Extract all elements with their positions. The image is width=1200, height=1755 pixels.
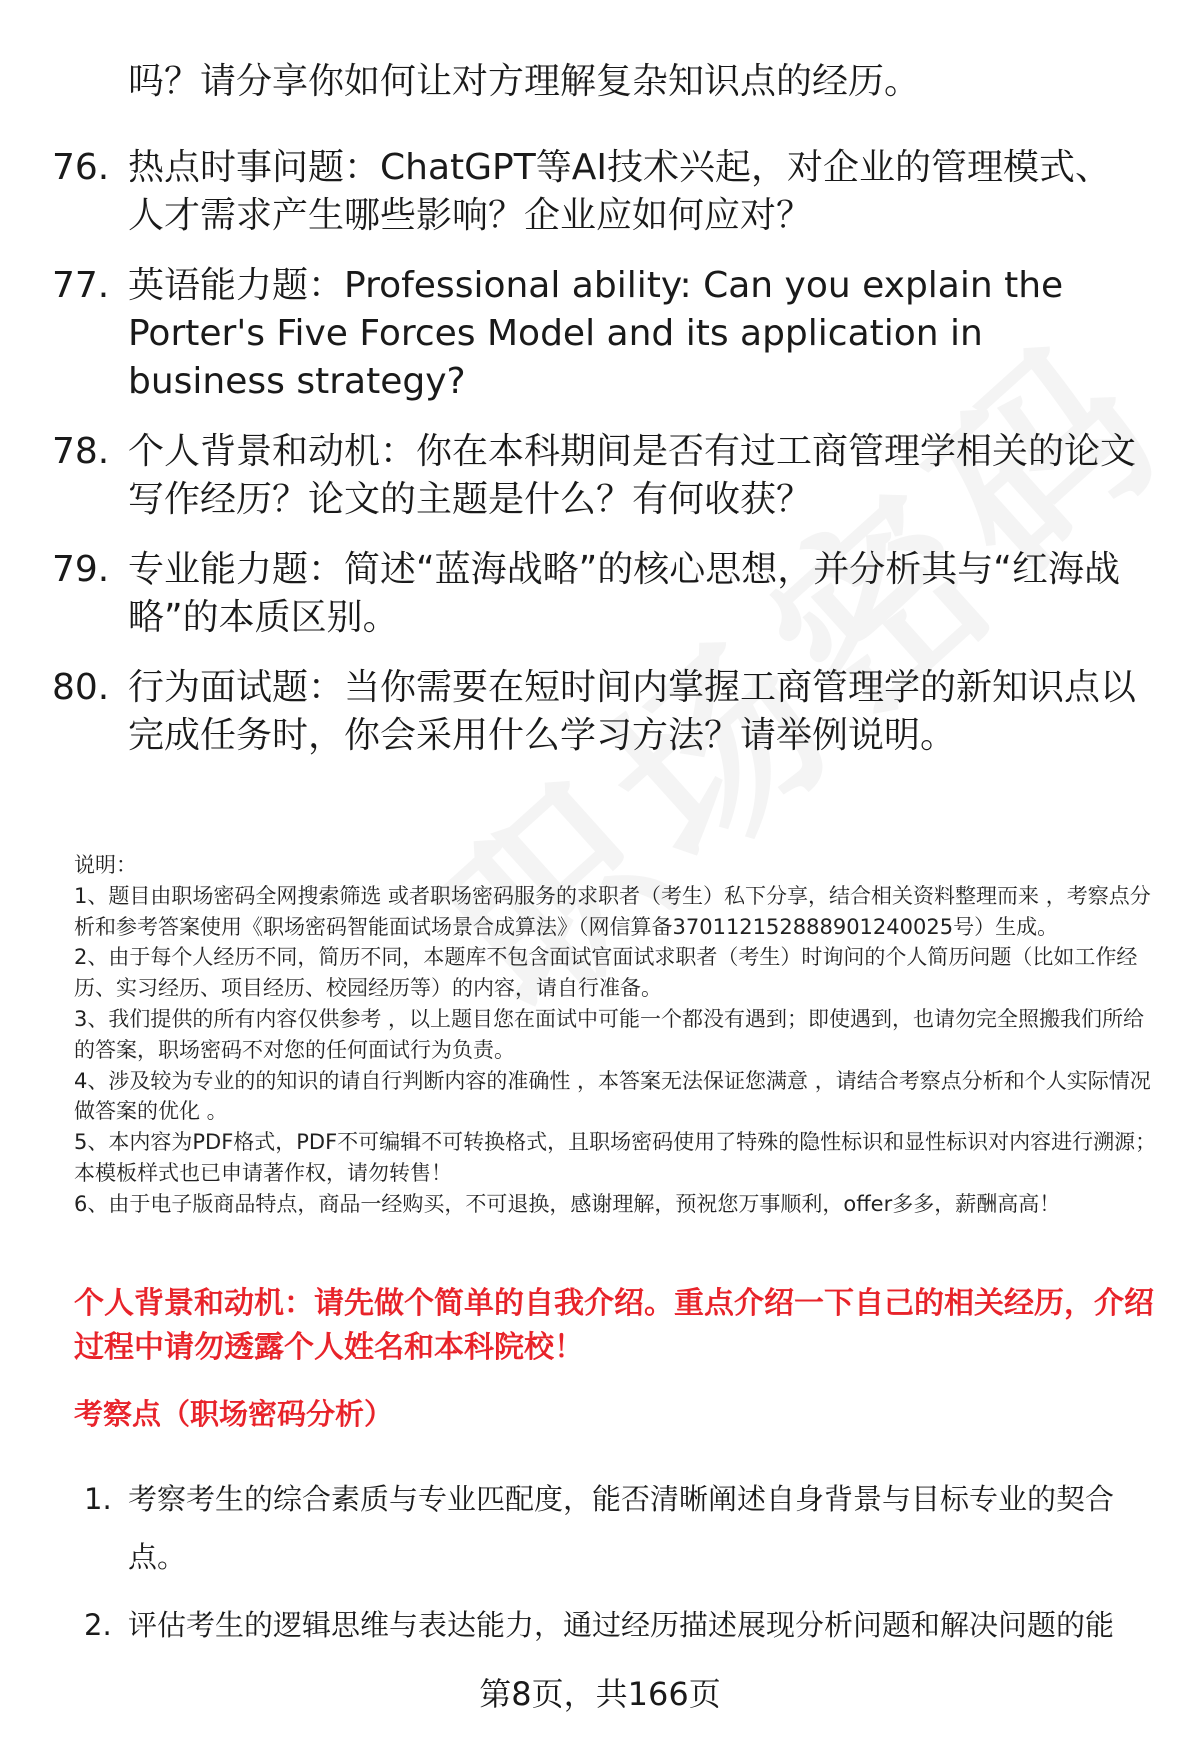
question-headline: 个人背景和动机：请先做个简单的自我介绍。重点介绍一下自己的相关经历，介绍过程中请勿透露个人姓名和本科院校！ xyxy=(74,1286,1154,1365)
list-item xyxy=(84,1596,1144,1654)
note-item: 3、我们提供的所有内容仅供参考 ，以上题目您在面试中可能一个都没有遇到；即使遇到，也请勿完全照搬我们所给的答案，职场密码不对您的任何面试行为负责。 xyxy=(74,1006,1145,1062)
note-item: 4、涉及较为专业的的知识的请自行判断内容的准确性 ，本答案无法保证您满意 ，请结合考察点分析和个人实际情况做答案的优化 。 xyxy=(74,1068,1151,1124)
question-number: 79. xyxy=(52,549,110,590)
list-item xyxy=(84,1470,1144,1586)
point-number: 2. xyxy=(84,1608,112,1642)
point-text: 考察考生的综合素质与专业匹配度，能否清晰阐述自身背景与目标专业的契合点。 xyxy=(128,1482,1115,1574)
list-item xyxy=(52,262,1142,406)
question-text: 行为面试题：当你需要在短时间内掌握工商管理学的新知识点以完成任务时，你会采用什么学习方法？请举例说明。 xyxy=(128,667,1137,756)
note-item: 1、题目由职场密码全网搜索筛选 或者职场密码服务的求职者（考生）私下分享，结合相关资料整理而来 ，考察点分析和参考答案使用《职场密码智能面试场景合成算法》（网信算备370112152888901240025号）生成。 xyxy=(74,883,1151,939)
question-text: 英语能力题：Professional ability: Can you explain the Porter's Five Forces Model and its application in business strategy? xyxy=(128,265,1064,402)
question-text: 个人背景和动机：你在本科期间是否有过工商管理学相关的论文写作经历？论文的主题是什么？有何收获？ xyxy=(128,431,1137,520)
question-text: 热点时事问题：ChatGPT等AI技术兴起，对企业的管理模式、人才需求产生哪些影响？企业应如何应对？ xyxy=(128,147,1111,236)
question-number: 80. xyxy=(52,667,110,708)
page-footer: 第8页，共166页 xyxy=(479,1675,721,1713)
question-continuation: 吗？请分享你如何让对方理解复杂知识点的经历。 xyxy=(128,61,921,102)
question-number: 76. xyxy=(52,147,110,188)
notes-title: 说明： xyxy=(74,853,137,877)
analysis-points xyxy=(84,1470,1144,1664)
question-text: 专业能力题：简述“蓝海战略”的核心思想，并分析其与“红海战略”的本质区别。 xyxy=(128,549,1120,638)
note-item: 2、由于每个人经历不同，简历不同，本题库不包含面试官面试求职者（考生）时询问的个人简历问题（比如工作经历、实习经历、项目经历、校园经历等）的内容，请自行准备。 xyxy=(74,945,1138,1001)
point-text: 评估考生的逻辑思维与表达能力，通过经历描述展现分析问题和解决问题的能 xyxy=(128,1608,1115,1642)
question-list xyxy=(52,144,1142,782)
list-item xyxy=(52,428,1142,524)
notes-section xyxy=(74,850,1159,1220)
list-item xyxy=(52,546,1142,642)
question-number: 78. xyxy=(52,431,110,472)
note-item: 5、本内容为PDF格式，PDF不可编辑不可转换格式，且职场密码使用了特殊的隐性标识和显性标识对内容进行溯源；本模板样式也已申请著作权，请勿转售！ xyxy=(74,1130,1157,1185)
list-item xyxy=(52,664,1142,760)
point-number: 1. xyxy=(84,1482,112,1516)
list-item xyxy=(52,144,1142,240)
note-item: 6、由于电子版商品特点，商品一经购买，不可退换，感谢理解，预祝您万事顺利，offer多多，薪酬高高！ xyxy=(74,1191,1061,1216)
question-number: 77. xyxy=(52,265,110,306)
analysis-title: 考察点（职场密码分析） xyxy=(74,1397,394,1431)
